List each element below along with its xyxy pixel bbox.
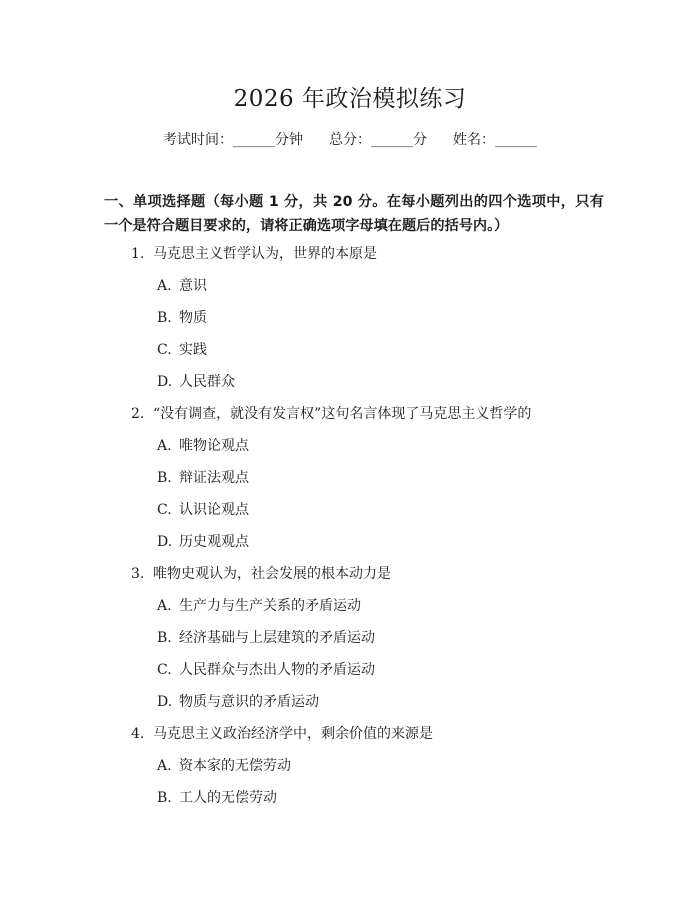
- option-text: 物质与意识的矛盾运动: [179, 694, 319, 710]
- question-4: [131, 724, 433, 744]
- option-letter: A.: [157, 758, 172, 774]
- question-text: 唯物史观认为，社会发展的根本动力是: [153, 566, 391, 582]
- question-2-option-d: [157, 532, 249, 552]
- option-letter: C.: [157, 342, 172, 358]
- option-text: 实践: [179, 342, 207, 358]
- question-3: [131, 564, 391, 584]
- question-2: [131, 404, 531, 424]
- option-text: 工人的无偿劳动: [179, 790, 277, 806]
- question-1-option-d: [157, 372, 235, 392]
- question-1: [131, 244, 377, 264]
- option-letter: B.: [157, 310, 172, 326]
- option-letter: B.: [157, 470, 172, 486]
- option-letter: C.: [157, 502, 172, 518]
- question-1-option-c: [157, 340, 207, 360]
- question-text: “没有调查，就没有发言权”这句名言体现了马克思主义哲学的: [153, 406, 532, 422]
- option-text: 认识论观点: [179, 502, 249, 518]
- option-letter: A.: [157, 278, 172, 294]
- page-title: 2026 年政治模拟练习: [233, 86, 467, 112]
- question-1-option-b: [157, 308, 207, 328]
- question-number: 3.: [131, 566, 145, 582]
- option-letter: D.: [157, 694, 173, 710]
- option-text: 人民群众与杰出人物的矛盾运动: [179, 662, 375, 678]
- section-heading: 一、单项选择题（每小题 1 分，共 20 分。在每小题列出的四个选项中，只有一个是符合题目要求的，请将正确选项字母填在题后的括号内。）: [104, 194, 604, 234]
- question-text: 马克思主义政治经济学中，剩余价值的来源是: [153, 726, 433, 742]
- question-2-option-a: [157, 436, 249, 456]
- question-3-option-b: [157, 628, 375, 648]
- option-text: 唯物论观点: [179, 438, 249, 454]
- question-number: 2.: [131, 406, 145, 422]
- option-letter: B.: [157, 630, 172, 646]
- student-name-field: 姓名：______: [453, 132, 537, 148]
- question-4-option-b: [157, 788, 277, 808]
- option-text: 意识: [179, 278, 207, 294]
- option-letter: A.: [157, 438, 172, 454]
- option-text: 物质: [179, 310, 207, 326]
- question-number: 1.: [131, 246, 145, 262]
- question-3-option-a: [157, 596, 361, 616]
- option-letter: A.: [157, 598, 172, 614]
- option-text: 历史观观点: [179, 534, 249, 550]
- option-text: 经济基础与上层建筑的矛盾运动: [179, 630, 375, 646]
- option-letter: D.: [157, 374, 173, 390]
- option-text: 人民群众: [179, 374, 235, 390]
- option-letter: C.: [157, 662, 172, 678]
- question-1-option-a: [157, 276, 207, 296]
- option-text: 生产力与生产关系的矛盾运动: [179, 598, 361, 614]
- option-text: 资本家的无偿劳动: [179, 758, 291, 774]
- option-letter: D.: [157, 534, 173, 550]
- option-text: 辩证法观点: [179, 470, 249, 486]
- question-4-option-a: [157, 756, 291, 776]
- question-number: 4.: [131, 726, 145, 742]
- question-2-option-c: [157, 500, 249, 520]
- option-letter: B.: [157, 790, 172, 806]
- question-2-option-b: [157, 468, 249, 488]
- exam-meta-line: [0, 130, 700, 150]
- question-text: 马克思主义哲学认为，世界的本原是: [153, 246, 377, 262]
- question-3-option-d: [157, 692, 319, 712]
- exam-time-field: 考试时间：______分钟: [163, 132, 303, 148]
- question-3-option-c: [157, 660, 375, 680]
- total-score-field: 总分：______分: [329, 132, 427, 148]
